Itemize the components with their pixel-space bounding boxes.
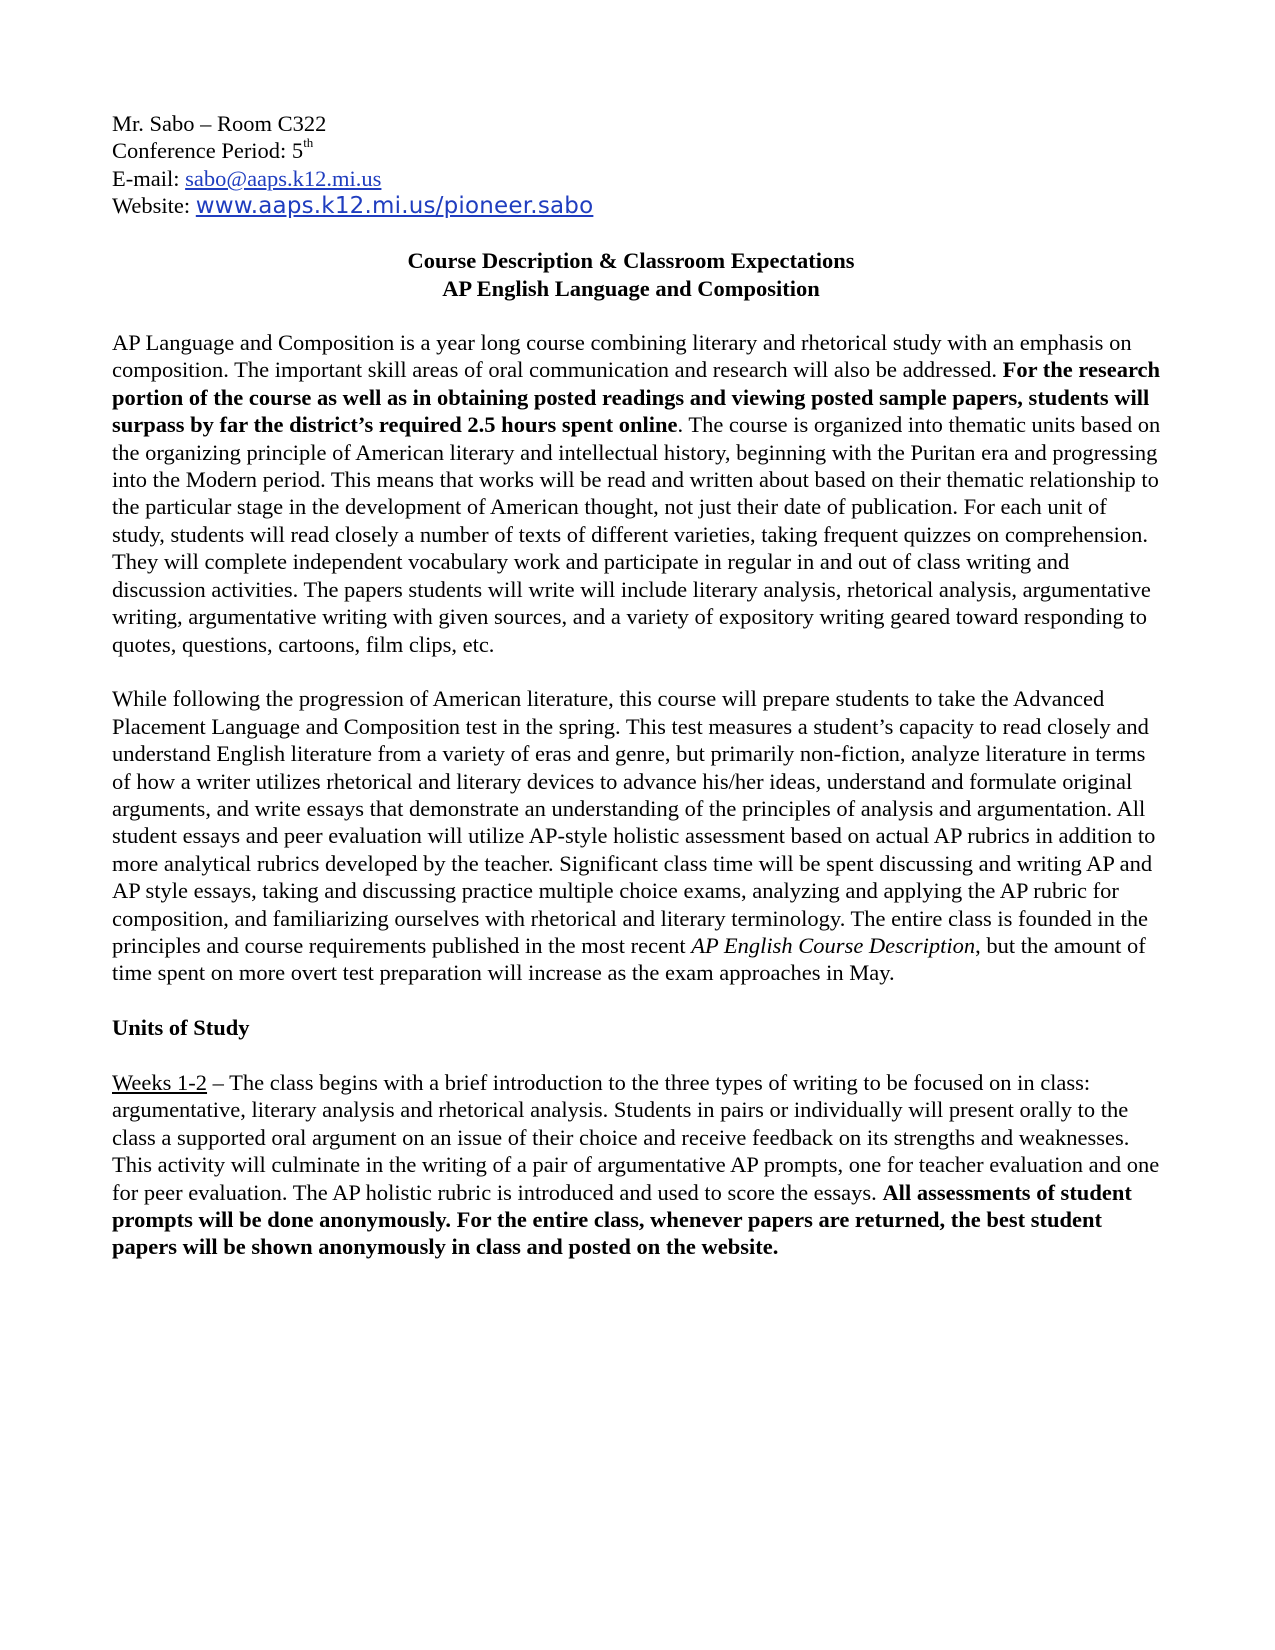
email-line <box>112 165 1162 192</box>
email-link[interactable]: sabo@aaps.k12.mi.us <box>185 165 382 191</box>
contact-header <box>112 110 1162 220</box>
intro-p2-italic: AP English Course Description <box>691 932 976 958</box>
email-label: E-mail: <box>112 165 186 191</box>
intro-paragraph-1 <box>112 329 1162 658</box>
title-line-2: AP English Language and Composition <box>442 275 820 301</box>
intro-p2-text-b: , but the amount of time spent on more overt test preparation will increase as the exam approaches in May. <box>112 932 1146 986</box>
document-title <box>100 247 1162 302</box>
weeks-text: – The class begins with a brief introduction to the three types of writing to be focused on in class: argumentative, literary analysis and rhetorical analysis. Students in pairs or individually will present orally to the class a supported oral argument on an issue of their choice and receive feedback on its strengths and weaknesses. This activity will culminate in the writing of a pair of argumentative AP prompts, one for teacher evaluation and one for peer evaluation. The AP holistic rubric is introduced and used to score the essays. <box>112 1069 1160 1205</box>
units-heading: Units of Study <box>112 1015 250 1041</box>
weeks-1-2-paragraph <box>112 1069 1162 1261</box>
conference-period-suffix: th <box>303 134 314 150</box>
intro-p1-bold: For the research portion of the course as well as in obtaining posted readings and viewing posted sample papers, students will surpass by far the district’s required 2.5 hours spent online <box>112 357 1161 438</box>
intro-p2-text-a: While following the progression of American literature, this course will prepare students to take the Advanced Placement Language and Composition test in the spring. This test measures a student’s capacity to read closely and understand English literature from a variety of eras and genre, but primarily non-fiction, analyze literature in terms of how a writer utilizes rhetorical and literary devices to advance his/her ideas, understand and formulate original arguments, and write essays that demonstrate an understanding of the principles of analysis and argumentation. All student essays and peer evaluation will utilize AP-style holistic assessment based on actual AP rubrics in addition to more analytical rubrics developed by the teacher. Significant class time will be spent discussing and writing AP and AP style essays, taking and discussing practice multiple choice exams, analyzing and applying the AP rubric for composition, and familiarizing ourselves with rhetorical and literary terminology. The entire class is founded in the principles and course requirements published in the most recent <box>112 686 1156 958</box>
title-line-1: Course Description & Classroom Expectations <box>407 248 855 274</box>
intro-p1-text-b: . The course is organized into thematic units based on the organizing principle of American literary and intellectual history, beginning with the Puritan era and progressing into the Modern period. This means that works will be read and written about based on their thematic relationship to the particular stage in the development of American thought, not just their date of publication. For each unit of study, students will read closely a number of texts of different varieties, taking frequent quizzes on comprehension. They will complete independent vocabulary work and participate in regular in and out of class writing and discussion activities. The papers students will write will include literary analysis, rhetorical analysis, argumentative writing, argumentative writing with given sources, and a variety of expository writing geared toward responding to quotes, questions, cartoons, film clips, etc. <box>112 412 1161 657</box>
conference-period-label: Conference Period: 5 <box>112 138 304 164</box>
intro-p1-text-a: AP Language and Composition is a year long course combining literary and rhetorical study with an emphasis on composition. The important skill areas of oral communication and research will also be addressed. <box>112 330 1132 383</box>
weeks-label: Weeks 1-2 <box>112 1069 208 1095</box>
intro-paragraph-2 <box>112 685 1162 986</box>
conference-period-line <box>112 134 1162 164</box>
website-link[interactable]: www.aaps.k12.mi.us/pioneer.sabo <box>195 193 594 220</box>
teacher-room-line: Mr. Sabo – Room C322 <box>112 111 327 136</box>
website-line <box>112 192 1162 220</box>
weeks-bold: All assessments of student prompts will be done anonymously. For the entire class, whenever papers are returned, the best student papers will be shown anonymously in class and posted on the website. <box>112 1179 1132 1260</box>
document-body <box>112 110 1162 1261</box>
website-label: Website: <box>112 193 196 219</box>
